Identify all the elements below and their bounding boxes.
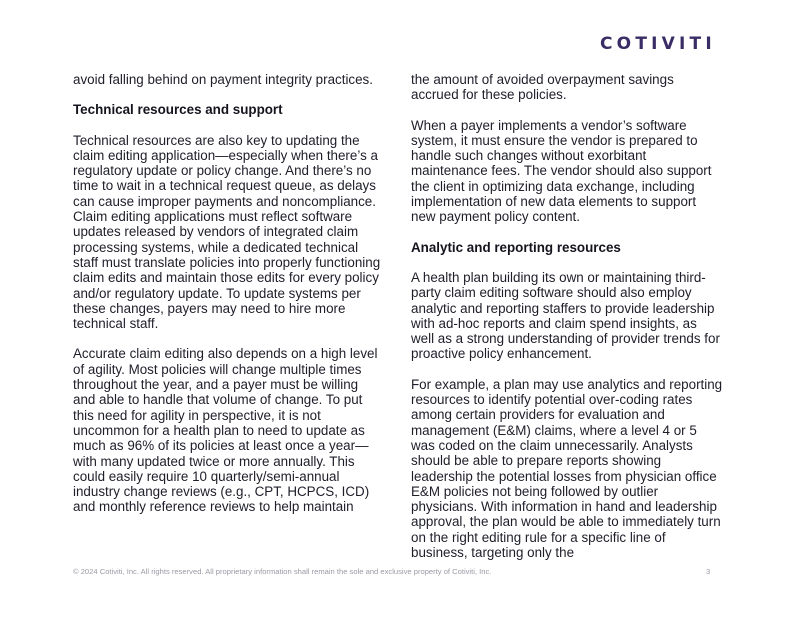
paragraph: A health plan building its own or maintaining third-party claim editing software should also employ analytic and reporting staffers to provide leadership with ad-hoc reports and claim spend insights, as well as a strong understanding of provider trends for proactive policy enhancement. <box>411 269 720 362</box>
paragraph: Accurate claim editing also depends on a high level of agility. Most policies will change multiple times throughout the year, and a payer must be willing and able to handle that volume of change. To put this need for agility in perspective, it is not uncommon for a health plan to need to update as much as 96% of its policies at least once a year—with many updated twice or more annually. This could easily require 10 quarterly/semi-annual industry change reviews (e.g., CPT, HCPCS, ICD) and monthly reference reviews to help maintain <box>73 346 378 515</box>
right-column <box>411 72 723 575</box>
paragraph: avoid falling behind on payment integrity practices. <box>73 72 373 87</box>
paragraph: For example, a plan may use analytics and reporting resources to identify potential over-coding rates among certain providers for evaluation and management (E&M) claims, where a level 4 or 5 was coded on the claim unnecessarily. Analysts should be able to prepare reports showing leadership the potential losses from physician office E&M policies not being followed by outlier physicians. With information in hand and leadership approval, the plan would be able to immediately turn on the right editing rule for a specific line of business, targeting only the <box>411 376 723 561</box>
cotiviti-logo: COTIVITI <box>600 34 716 54</box>
page-number: 3 <box>706 567 711 576</box>
paragraph: When a payer implements a vendor’s software system, it must ensure the vendor is prepared to handle such changes without exorbitant maintenance fees. The vendor should also support the client in optimizing data exchange, including implementation of new data elements to support new payment policy content. <box>411 117 712 225</box>
paragraph: Technical resources are also key to updating the claim editing application—especially when there’s a regulatory update or policy change. And there’s no time to wait in a technical request queue, as delays can cause improper payments and noncompliance. Claim editing applications must reflect software updates released by vendors of integrated claim processing systems, while a dedicated technical staff must translate policies into properly functioning claim edits and maintain those edits for every policy and/or regulatory update. To update systems per these changes, payers may need to hire more technical staff. <box>73 132 381 332</box>
section-heading-technical-resources: Technical resources and support <box>73 102 283 118</box>
section-heading-analytic-reporting: Analytic and reporting resources <box>411 239 621 255</box>
footer-copyright: © 2024 Cotiviti, Inc. All rights reserved. All proprietary information shall remain the sole and exclusive property of Cotiviti, Inc. <box>73 567 492 576</box>
left-column <box>73 72 381 530</box>
paragraph: the amount of avoided overpayment savings accrued for these policies. <box>411 72 674 103</box>
